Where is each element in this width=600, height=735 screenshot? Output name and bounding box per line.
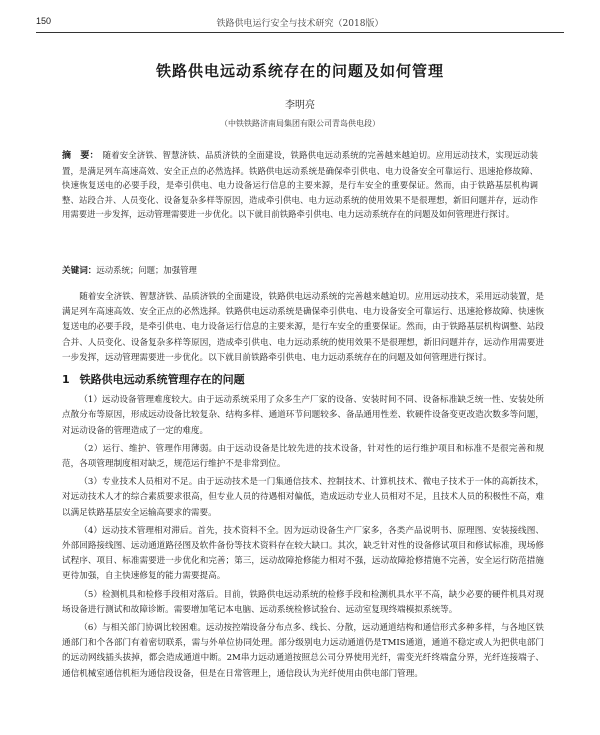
problem-paragraph: （1）远动设备管理难度较大。由于远动系统采用了众多生产厂家的设备、安装时间不同、设备标准缺乏统一性、安装处所点散分布等原因，形成远动设备比较复杂、结构多样、通道环节问题较多、备品通用性差、软硬件设备变更改造次数多等问题，对远动设备的管理造成了一定的难度。: [62, 395, 544, 436]
problem-paragraph: （3）专业技术人员相对不足。由于远动技术是一门集通信技术、控制技术、计算机技术、微电子技术于一体的高新技术，对远动技术人才的综合素质要求很高，但专业人员的待遇相对偏低，造成远动专业人员相对不足，且技术人员的积极性不高，难以满足铁路基层安全运输高要求的需要。: [62, 477, 544, 518]
section-heading: [62, 372, 544, 387]
problem-paragraph: （5）检测机具和检修手段相对落后。目前，铁路供电远动系统的检修手段和检测机具水平不高，缺少必要的硬件机具对现场设备进行测试和故障诊断。需要增加笔记本电脑、远动系统检修试验台、远动室复现终端模拟系统等。: [62, 589, 544, 615]
section-title: 铁路供电远动系统管理存在的问题: [79, 373, 245, 387]
problem-paragraph: （2）运行、维护、管理作用薄弱。由于远动设备是比较先进的技术设备，针对性的运行维护项目和标准不是很完善和规范，各项管理制度相对缺乏，规范运行维护不是非常到位。: [62, 443, 544, 470]
running-header: [36, 14, 564, 33]
keywords-label: 关键词：: [62, 266, 97, 276]
abstract: [62, 148, 538, 222]
article-author: 李明亮: [285, 100, 315, 111]
problem-paragraph: （6）与相关部门协调比较困难。远动按控端设备分布点多、线长、分散，远动通道结构和通信形式多种多样，与各地区铁通部门和个各部门有着密切联系，需与外单位协同处理。部分级别电力远动通道仍是TMIS通道，通道不稳定或人为把供电部门的远动网线插头拔掉，都会造成通道中断。2M串力远动通道按照总公司分界使用光纤，需变光纤终端盒分界，光纤连接端子、通信机械室通信机柜为通信段设备，但是在日常管理上，通信段认为光纤使用由供电部门管理。: [62, 623, 544, 679]
author-affiliation: （中铁铁路济南局集团有限公司青岛供电段）: [220, 119, 380, 128]
intro-paragraph: 随着安全济铁、智慧济铁、品质济铁的全面建设，铁路供电远动系统的完善越来越迫切。应用远动技术，采用远动装置，是满足列车高速高效、安全正点的必然选择。铁路供电远动系统是确保牵引供电、电力设备安全可靠运行、迅速抢修故障、快速恢复送电的必要手段，是牵引供电、电力设备运行信息的主要来源，是行车安全的重要保证。然而，由于铁路基层机构调整、站段合并、人员变化、设备复杂多样等原因，造成牵引供电、电力远动系统的使用效果不是很理想，新旧问题并存，远动作用需要进一步发挥，远动管理需要进一步优化。以下就目前铁路牵引供电、电力远动系统存在的问题及如何管理进行探讨。: [62, 292, 544, 363]
article-title: 铁路供电远动系统存在的问题及如何管理: [155, 62, 444, 80]
abstract-label: 摘 要：: [62, 151, 99, 161]
section-number: 1: [62, 373, 70, 387]
keywords: [62, 263, 538, 278]
abstract-text: 随着安全济铁、智慧济铁、品质济铁的全面建设，铁路供电远动系统的完善越来越迫切。应用远动技术，实现远动装置，是满足列车高速高效、安全正点的必然选择。铁路供电远动系统是确保牵引供电、电力设备安全可靠运行、迅速抢修故障、快速恢复送电的必要手段，是牵引供电、电力设备运行信息的主要来源，是行车安全的重要保证。然而，由于铁路基层机构调整、站段合并、人员变化、设备复杂多样等原因，造成牵引供电、电力远动系统的使用效果不是很理想，新旧问题并存，远动作用需要进一步发挥，远动管理需要进一步优化。以下就目前铁路牵引供电、电力远动系统存在的问题及如何管理进行探讨。: [62, 150, 538, 220]
problem-paragraph: （4）远动技术管理相对滞后。首先，技术资料不全。因为远动设备生产厂家多，各类产品说明书、原理图、安装接线图、外部回路接线图、远动通道路径图及软件备份等技术资料存在较大缺口。其次，缺乏针对性的设备修试项目和修试标准，现场修试程序、项目、标准需要进一步优化和完善；第三，远动故障抢修能力相对不强，远动故障抢修措施不完善，安全运行防范措施更待加强，自主快速修复的能力需要提高。: [62, 525, 544, 582]
page-number: 150: [36, 16, 52, 26]
article-body: [62, 290, 544, 685]
journal-name: 铁路供电运行安全与技术研究（2018版）: [216, 19, 384, 29]
keywords-text: 远动系统；问题；加强管理: [96, 265, 197, 275]
